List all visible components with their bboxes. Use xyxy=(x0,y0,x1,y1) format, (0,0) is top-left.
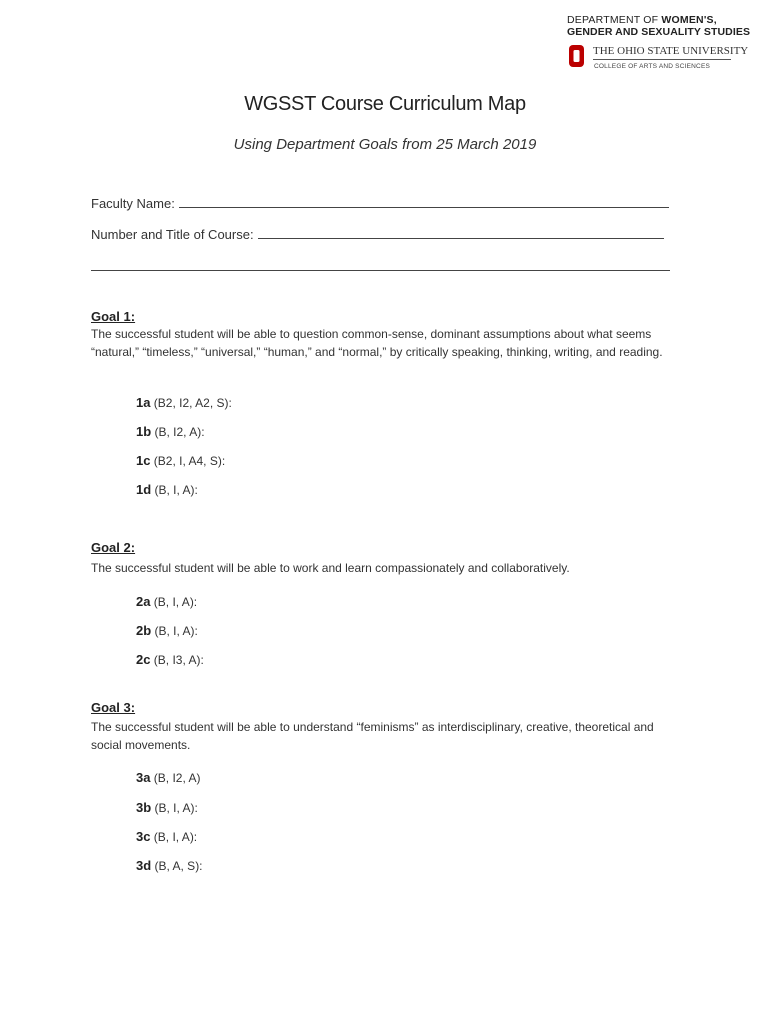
course-title-label: Number and Title of Course: xyxy=(91,227,254,242)
objective-detail: (B, I, A): xyxy=(151,624,198,638)
objective-detail: (B, I, A): xyxy=(151,483,198,497)
goal-1-text: The successful student will be able to question common-sense, dominant assumptions about what seems “natural,” “timeless,” “universal,” “human,” and “normal,” by critically speaking, thinking, writing, and reading. xyxy=(91,327,663,359)
university-name: THE OHIO STATE UNIVERSITY xyxy=(593,45,731,60)
objective-code: 2c xyxy=(136,652,151,667)
objective-3b xyxy=(136,800,198,815)
faculty-name-line[interactable] xyxy=(179,195,669,208)
objective-2a xyxy=(136,594,197,609)
goal-3-heading: Goal 3: xyxy=(91,700,136,715)
objective-code: 3d xyxy=(136,858,152,873)
objective-1b xyxy=(136,424,205,439)
objective-detail: (B, I2, A) xyxy=(150,771,201,785)
objective-code: 3a xyxy=(136,770,151,785)
objective-code: 3c xyxy=(136,829,151,844)
objective-detail: (B, I3, A): xyxy=(150,653,204,667)
objective-detail: (B, I, A): xyxy=(150,830,198,844)
course-title-line[interactable] xyxy=(258,226,664,239)
goal-1-heading: Goal 1: xyxy=(91,309,136,324)
dept-prefix: DEPARTMENT OF xyxy=(567,14,662,26)
dept-name-line2: GENDER AND SEXUALITY STUDIES xyxy=(567,26,751,38)
objective-detail: (B, I2, A): xyxy=(151,425,205,439)
objective-1d xyxy=(136,482,198,497)
objective-code: 3b xyxy=(136,800,152,815)
course-title-continuation xyxy=(91,258,670,274)
page-title: WGSST Course Curriculum Map xyxy=(244,93,526,115)
goal-3-text: The successful student will be able to understand “feminisms” as interdisciplinary, creative, theoretical and social movements. xyxy=(91,720,654,752)
objective-code: 1a xyxy=(136,395,151,410)
page-subtitle: Using Department Goals from 25 March 2019 xyxy=(233,136,537,153)
objective-detail: (B, I, A): xyxy=(150,595,198,609)
objective-3c xyxy=(136,829,197,844)
objective-detail: (B2, I2, A2, S): xyxy=(150,396,232,410)
faculty-name-field xyxy=(91,195,669,211)
department-logo xyxy=(567,14,759,72)
university-row xyxy=(567,44,759,72)
objective-detail: (B, I, A): xyxy=(151,801,198,815)
block-o-icon xyxy=(569,45,584,67)
objective-detail: (B, A, S): xyxy=(151,859,203,873)
course-title-field xyxy=(91,226,664,242)
objective-3a xyxy=(136,770,200,785)
objective-code: 2b xyxy=(136,623,152,638)
objective-code: 1b xyxy=(136,424,152,439)
objective-detail: (B2, I, A4, S): xyxy=(150,454,226,468)
dept-name-line1 xyxy=(567,14,759,26)
objective-1c xyxy=(136,453,225,468)
objective-code: 1d xyxy=(136,482,152,497)
objective-code: 1c xyxy=(136,453,151,468)
course-title-line-2[interactable] xyxy=(91,258,670,271)
goal-2-text: The successful student will be able to work and learn compassionately and collaboratively. xyxy=(91,561,570,575)
goal-2-heading: Goal 2: xyxy=(91,540,136,555)
college-name: COLLEGE OF ARTS AND SCIENCES xyxy=(594,63,711,70)
objective-1a xyxy=(136,395,232,410)
objective-2b xyxy=(136,623,198,638)
faculty-name-label: Faculty Name: xyxy=(91,196,175,211)
objective-code: 2a xyxy=(136,594,151,609)
objective-2c xyxy=(136,652,204,667)
dept-bold: WOMEN'S, xyxy=(661,14,717,26)
objective-3d xyxy=(136,858,203,873)
